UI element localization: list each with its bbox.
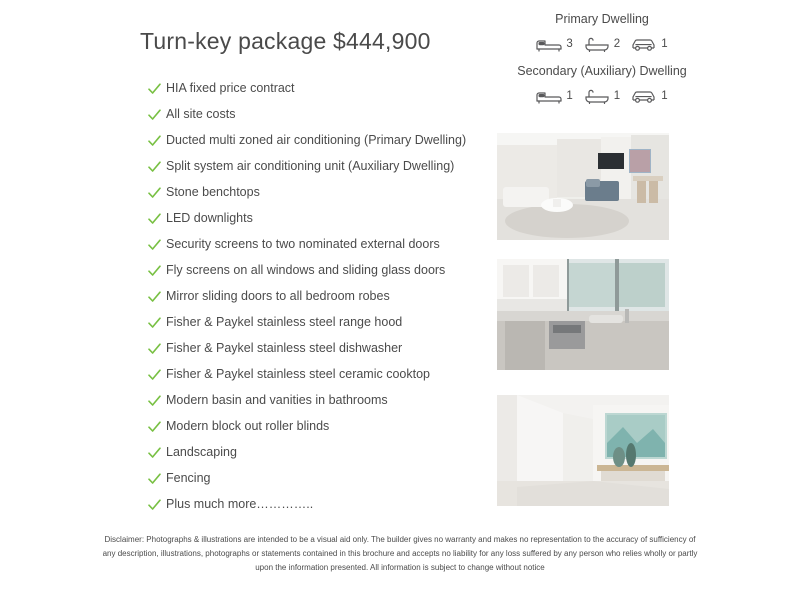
feature-item (148, 156, 478, 182)
check-icon (148, 286, 166, 303)
disclaimer-text: Disclaimer: Photographs & illustrations are intended to be a visual aid only. The builder gives no warranty and makes no representation to the accuracy of sufficiency of any description, illustrations, photographs or statements contained in this brochure and accepts no liability for any loss suffered by any person who relies wholly or partly upon the information presented. All information is subject to change without notice (102, 535, 698, 572)
bed-spec (536, 35, 572, 53)
check-icon (148, 104, 166, 121)
check-icon (148, 364, 166, 381)
check-icon (148, 156, 166, 173)
bed-count: 3 (566, 38, 573, 50)
bath-count: 2 (613, 38, 621, 50)
check-icon (148, 338, 166, 355)
bath-spec (584, 87, 620, 105)
feature-label: LED downlights (166, 211, 253, 225)
kitchen-photo (497, 259, 669, 370)
car-count: 1 (661, 38, 668, 50)
feature-item (148, 78, 478, 104)
bed-count: 1 (566, 90, 573, 102)
feature-item (148, 104, 478, 130)
feature-label: Security screens to two nominated external doors (166, 237, 440, 251)
primary-dwelling-specs (492, 12, 712, 53)
feature-item (148, 338, 478, 364)
feature-item (148, 286, 478, 312)
feature-label: Fencing (166, 471, 211, 485)
secondary-dwelling-title: Secondary (Auxiliary) Dwelling (517, 64, 687, 78)
feature-item (148, 468, 478, 494)
bed-icon (536, 87, 562, 105)
feature-label: Ducted multi zoned air conditioning (Primary Dwelling) (166, 133, 467, 147)
check-icon (148, 78, 166, 95)
bath-spec (584, 35, 620, 53)
feature-label: Split system air conditioning unit (Auxiliary Dwelling) (166, 159, 455, 173)
feature-label: All site costs (166, 107, 236, 121)
bath-icon (584, 35, 610, 53)
feature-item (148, 182, 478, 208)
feature-label: Mirror sliding doors to all bedroom robes (166, 289, 390, 303)
car-icon (631, 35, 657, 53)
feature-item (148, 234, 478, 260)
car-spec (631, 35, 667, 53)
feature-label: Fisher & Paykel stainless steel ceramic cooktop (166, 367, 430, 381)
check-icon (148, 442, 166, 459)
secondary-dwelling-specs (492, 64, 712, 105)
feature-label: Fly screens on all windows and sliding glass doors (166, 263, 446, 277)
bed-spec (536, 87, 572, 105)
primary-dwelling-title: Primary Dwelling (555, 12, 649, 26)
feature-item (148, 208, 478, 234)
feature-item (148, 130, 478, 156)
feature-label: Modern block out roller blinds (166, 419, 330, 433)
feature-item (148, 260, 478, 286)
check-icon (148, 468, 166, 485)
feature-list (148, 78, 478, 520)
check-icon (148, 390, 166, 407)
feature-label: Modern basin and vanities in bathrooms (166, 393, 388, 407)
check-icon (148, 312, 166, 329)
hallway-photo (497, 395, 669, 506)
car-icon (631, 87, 657, 105)
check-icon (148, 130, 166, 147)
feature-label: Landscaping (166, 445, 237, 459)
secondary-dwelling-icon-row (492, 87, 712, 105)
feature-item (148, 390, 478, 416)
bath-count: 1 (613, 90, 621, 102)
feature-label: Fisher & Paykel stainless steel range hood (166, 315, 403, 329)
primary-dwelling-icon-row (492, 35, 712, 53)
feature-label: HIA fixed price contract (166, 81, 295, 95)
living-room-photo (497, 129, 669, 240)
feature-label: Stone benchtops (166, 185, 260, 199)
check-icon (148, 260, 166, 277)
car-count: 1 (661, 90, 668, 102)
feature-item (148, 494, 478, 520)
check-icon (148, 208, 166, 225)
feature-label: Fisher & Paykel stainless steel dishwasher (166, 341, 403, 355)
bath-icon (584, 87, 610, 105)
feature-item (148, 364, 478, 390)
check-icon (148, 234, 166, 251)
feature-item (148, 312, 478, 338)
car-spec (631, 87, 667, 105)
check-icon (148, 182, 166, 199)
page-title: Turn-key package $444,900 (140, 28, 431, 54)
check-icon (148, 494, 166, 511)
check-icon (148, 416, 166, 433)
feature-item (148, 442, 478, 468)
feature-label: Plus much more………….. (166, 497, 314, 511)
feature-item (148, 416, 478, 442)
bed-icon (536, 35, 562, 53)
